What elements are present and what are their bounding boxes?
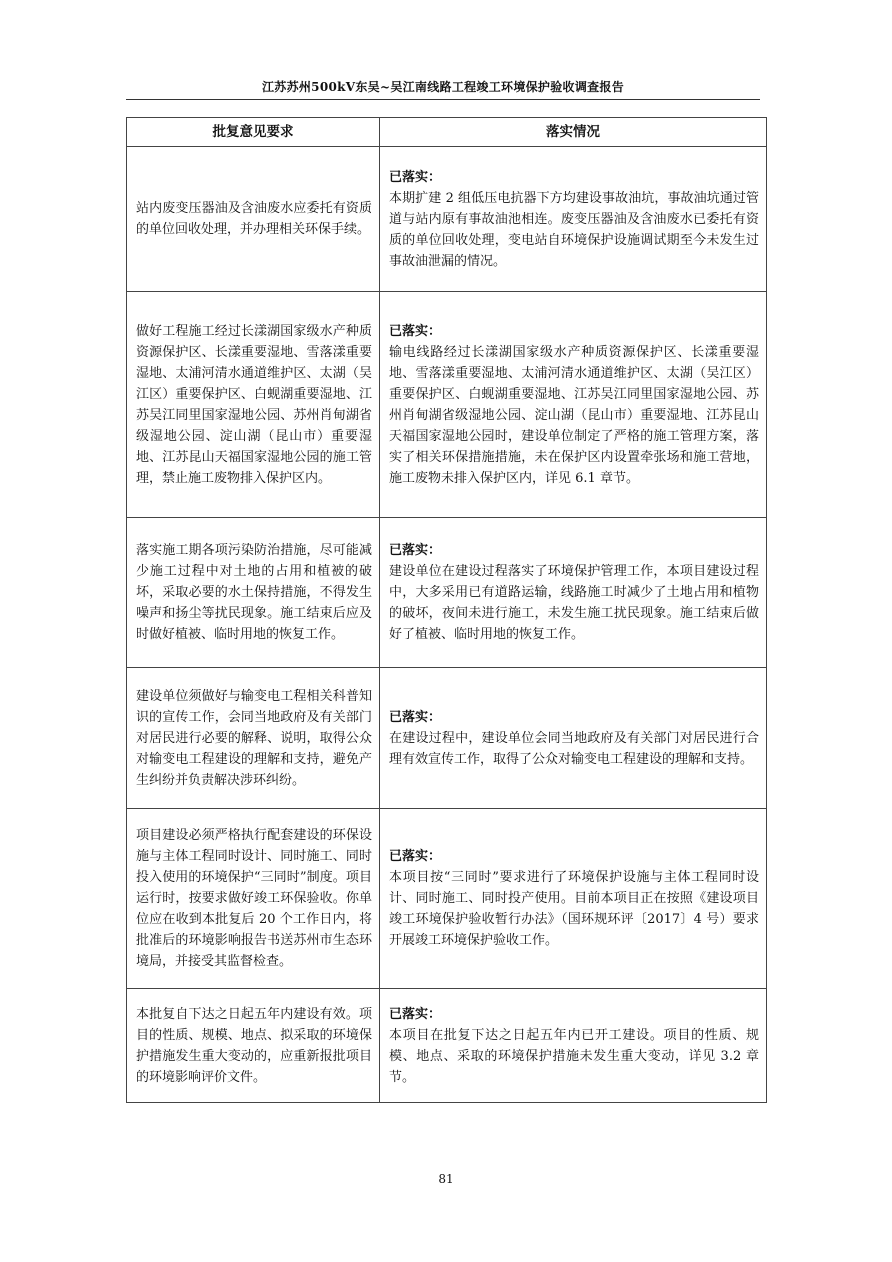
table-row — [127, 518, 767, 668]
implementation-detail: 本期扩建 2 组低压电抗器下方均建设事故油坑，事故油坑通过管道与站内原有事故油池相连。废变压器油及含油废水已委托有资质的单位回收处理，变电站自环境保护设施调试期至今未发生过事故油泄漏的情况。 — [389, 190, 759, 269]
status-label: 已落实： — [389, 323, 442, 339]
page-number: 81 — [438, 1172, 454, 1186]
requirement-cell: 落实施工期各项污染防治措施，尽可能减少施工过程中对土地的占用和植被的破坏，采取必要的水土保持措施，不得发生噪声和扬尘等扰民现象。施工结束后应及时做好植被、临时用地的恢复工作。 — [127, 518, 380, 668]
table-row — [127, 668, 767, 809]
table-row — [127, 292, 767, 518]
approval-requirements-table — [126, 117, 767, 1103]
column-header-implementation: 落实情况 — [380, 118, 767, 147]
implementation-cell — [380, 668, 767, 809]
header-rule — [126, 99, 760, 100]
page-header-title: 江苏苏州500kV东吴~吴江南线路工程竣工环境保护验收调查报告 — [261, 80, 625, 94]
implementation-detail: 本项目按“三同时”要求进行了环境保护设施与主体工程同时设计、同时施工、同时投产使用。目前本项目正在按照《建设项目竣工环境保护验收暂行办法》（国环规环评〔2017〕4 号）要求开展竣工环境保护验收工作。 — [389, 870, 759, 948]
implementation-cell — [380, 292, 767, 518]
requirement-cell: 本批复自下达之日起五年内建设有效。项目的性质、规模、地点、拟采取的环境保护措施发生重大变动的，应重新报批项目的环境影响评价文件。 — [127, 989, 380, 1103]
table-row — [127, 809, 767, 989]
requirement-cell: 项目建设必须严格执行配套建设的环保设施与主体工程同时设计、同时施工、同时投入使用的环境保护“三同时”制度。项目运行时，按要求做好竣工环保验收。你单位应在收到本批复后 20 个工作日内，将批准后的环境影响报告书送苏州市生态环境局，并接受其监督检查。 — [127, 809, 380, 989]
table-row — [127, 147, 767, 292]
status-label: 已落实： — [389, 709, 442, 725]
table-row — [127, 989, 767, 1103]
implementation-detail: 本项目在批复下达之日起五年内已开工建设。项目的性质、规模、地点、采取的环境保护措施未发生重大变动，详见 3.2 章节。 — [389, 1027, 759, 1085]
status-label: 已落实： — [389, 1006, 442, 1022]
implementation-detail: 建设单位在建设过程落实了环境保护管理工作，本项目建设过程中，大多采用已有道路运输，线路施工时减少了土地占用和植物的破坏，夜间未进行施工，未发生施工扰民现象。施工结束后做好了植被、临时用地的恢复工作。 — [389, 564, 759, 642]
implementation-cell — [380, 989, 767, 1103]
requirement-cell: 做好工程施工经过长漾湖国家级水产种质资源保护区、长漾重要湿地、雪落漾重要湿地、太浦河清水通道维护区、太湖（吴江区）重要保护区、白蚬湖重要湿地、江苏吴江同里国家湿地公园、苏州肖甸湖省级湿地公园、淀山湖（昆山市）重要湿地、江苏昆山天福国家湿地公园的施工管理，禁止施工废物排入保护区内。 — [127, 292, 380, 518]
column-header-requirement: 批复意见要求 — [127, 118, 380, 147]
table-header-row — [127, 118, 767, 147]
implementation-cell — [380, 147, 767, 292]
requirement-cell: 站内废变压器油及含油废水应委托有资质的单位回收处理，并办理相关环保手续。 — [127, 147, 380, 292]
status-label: 已落实： — [389, 849, 442, 864]
status-label: 已落实： — [389, 543, 442, 558]
implementation-detail: 在建设过程中，建设单位会同当地政府及有关部门对居民进行合理有效宣传工作，取得了公众对输变电工程建设的理解和支持。 — [389, 730, 759, 767]
implementation-cell — [380, 518, 767, 668]
implementation-cell — [380, 809, 767, 989]
status-label: 已落实： — [389, 169, 442, 185]
implementation-detail: 输电线路经过长漾湖国家级水产种质资源保护区、长漾重要湿地、雪落漾重要湿地、太浦河清水通道维护区、太湖（吴江区）重要保护区、白蚬湖重要湿地、江苏吴江同里国家湿地公园、苏州肖甸湖省级湿地公园、淀山湖（昆山市）重要湿地、江苏昆山天福国家湿地公园时，建设单位制定了严格的施工管理方案，落实了相关环保措施措施，未在保护区内设置牵张场和施工营地，施工废物未排入保护区内，详见 6.1 章节。 — [389, 344, 759, 486]
requirement-cell: 建设单位须做好与输变电工程相关科普知识的宣传工作，会同当地政府及有关部门对居民进行必要的解释、说明，取得公众对输变电工程建设的理解和支持，避免产生纠纷并负责解决涉环纠纷。 — [127, 668, 380, 809]
